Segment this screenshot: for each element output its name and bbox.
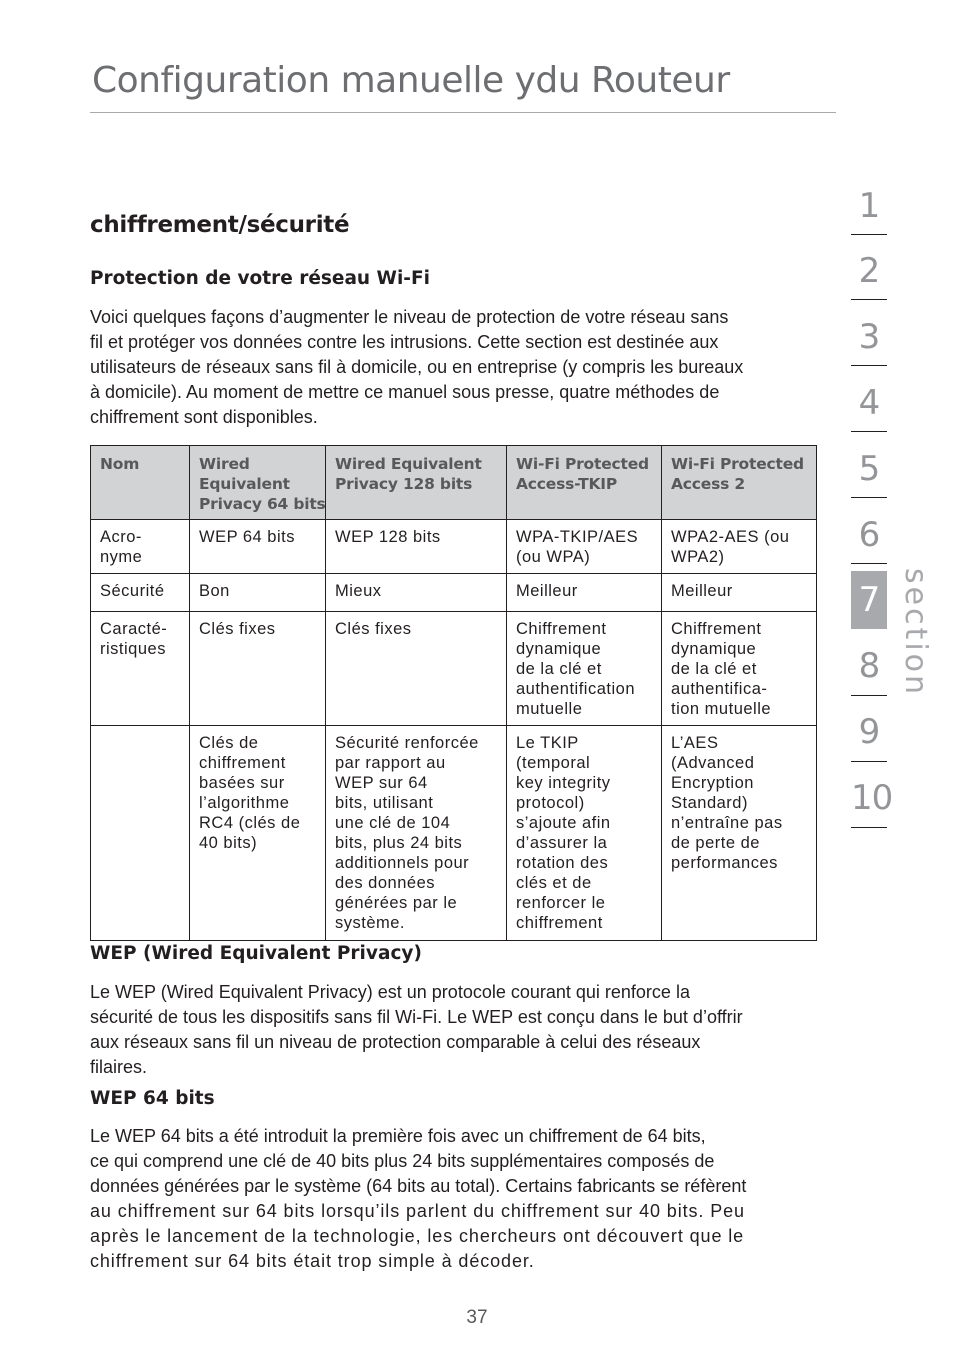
table-cell: Caracté- ristiques [91, 612, 190, 726]
table-header-row [91, 446, 817, 520]
text-line: sécurité de tous les dispositifs sans fil Wi-Fi. Le WEP est conçu dans le but d’offrir [90, 1007, 743, 1027]
table-cell: Meilleur [662, 574, 817, 612]
section-number-5: 5 [858, 449, 880, 489]
wep64-paragraph [90, 1124, 850, 1274]
protection-paragraph [90, 305, 850, 430]
section-number-3: 3 [858, 317, 880, 357]
table-row [91, 520, 817, 574]
text-line: Le WEP (Wired Equivalent Privacy) est un protocole courant qui renforce la [90, 982, 690, 1002]
text-line: à domicile). Au moment de mettre ce manuel sous presse, quatre méthodes de [90, 382, 720, 402]
section-number-4: 4 [858, 383, 880, 423]
sidebar-divider [851, 365, 887, 366]
sidebar-divider [851, 234, 887, 235]
table-cell: Sécurité [91, 574, 190, 612]
table-cell: WEP 64 bits [190, 520, 326, 574]
encryption-comparison-table [90, 445, 817, 941]
table-cell: Mieux [326, 574, 507, 612]
section-number-7-active: 7 [851, 571, 887, 629]
sidebar-divider [851, 695, 887, 696]
text-line: chiffrement sur 64 bits était trop simple à décoder. [90, 1251, 535, 1271]
sidebar-divider [851, 563, 887, 564]
section-title: chiffrement/sécurité [90, 212, 350, 238]
text-line: après le lancement de la technologie, les chercheurs ont découvert que le [90, 1226, 745, 1246]
section-number-1: 1 [858, 186, 880, 226]
sidebar-divider [851, 497, 887, 498]
table-cell: Le TKIP (temporal key integrity protocol) s’ajoute afin d’assurer la rotation des clés et de renforcer le chiffrement [507, 726, 662, 941]
table-cell: Meilleur [507, 574, 662, 612]
wep-heading: WEP (Wired Equivalent Privacy) [90, 943, 422, 964]
wep64-heading: WEP 64 bits [90, 1088, 215, 1109]
text-line: aux réseaux sans fil un niveau de protection comparable à celui des réseaux [90, 1032, 701, 1052]
text-line: chiffrement sont disponibles. [90, 407, 318, 427]
section-label: section [898, 568, 933, 698]
table-cell: Chiffrement dynamique de la clé et authentification mutuelle [507, 612, 662, 726]
section-number-9: 9 [858, 712, 880, 752]
table-cell: WPA-TKIP/AES (ou WPA) [507, 520, 662, 574]
page-number: 37 [466, 1307, 488, 1328]
wep-paragraph [90, 980, 850, 1080]
table-cell: Sécurité renforcée par rapport au WEP sur 64 bits, utilisant une clé de 104 bits, plus 24 bits additionnels pour des données générées par le système. [326, 726, 507, 941]
text-line: Voici quelques façons d’augmenter le niveau de protection de votre réseau sans [90, 307, 729, 327]
header-cell-wpa2: Wi-Fi Protected Access 2 [662, 446, 817, 520]
header-cell-wep64: Wired Equivalent Privacy 64 bits [190, 446, 326, 520]
table-cell: Acro- nyme [91, 520, 190, 574]
table-row [91, 726, 817, 941]
table-row [91, 574, 817, 612]
header-cell-wep128: Wired Equivalent Privacy 128 bits [326, 446, 507, 520]
sidebar-divider [851, 431, 887, 432]
text-line: au chiffrement sur 64 bits lorsqu’ils parlent du chiffrement sur 40 bits. Peu [90, 1201, 745, 1221]
section-number-10: 10 [851, 778, 893, 818]
table-cell: WEP 128 bits [326, 520, 507, 574]
table-cell: Clés fixes [190, 612, 326, 726]
table-cell: Clés fixes [326, 612, 507, 726]
sidebar-divider [851, 299, 887, 300]
table-cell: Chiffrement dynamique de la clé et authentifica- tion mutuelle [662, 612, 817, 726]
section-number-6: 6 [858, 515, 880, 555]
table-row [91, 612, 817, 726]
text-line: Le WEP 64 bits a été introduit la première fois avec un chiffrement de 64 bits, [90, 1126, 706, 1146]
page-title: Configuration manuelle ydu Routeur [92, 60, 730, 101]
header-divider [90, 112, 836, 113]
protection-heading: Protection de votre réseau Wi-Fi [90, 268, 430, 289]
text-line: données générées par le système (64 bits au total). Certains fabricants se réfèrent [90, 1176, 747, 1196]
sidebar-divider [851, 827, 887, 828]
text-line: utilisateurs de réseaux sans fil à domicile, ou en entreprise (y compris les bureaux [90, 357, 744, 377]
sidebar-divider [851, 761, 887, 762]
table-cell: WPA2-AES (ou WPA2) [662, 520, 817, 574]
table-cell: L’AES (Advanced Encryption Standard) n’entraîne pas de perte de performances [662, 726, 817, 941]
section-number-2: 2 [858, 251, 880, 291]
text-line: filaires. [90, 1057, 148, 1077]
table-cell: Bon [190, 574, 326, 612]
header-cell-nom: Nom [91, 446, 190, 520]
table-cell: Clés de chiffrement basées sur l’algorithme RC4 (clés de 40 bits) [190, 726, 326, 941]
text-line: ce qui comprend une clé de 40 bits plus 24 bits supplémentaires composés de [90, 1151, 715, 1171]
text-line: fil et protéger vos données contre les intrusions. Cette section est destinée aux [90, 332, 719, 352]
section-number-8: 8 [858, 646, 880, 686]
table-cell [91, 726, 190, 941]
header-cell-wpa-tkip: Wi-Fi Protected Access-TKIP [507, 446, 662, 520]
